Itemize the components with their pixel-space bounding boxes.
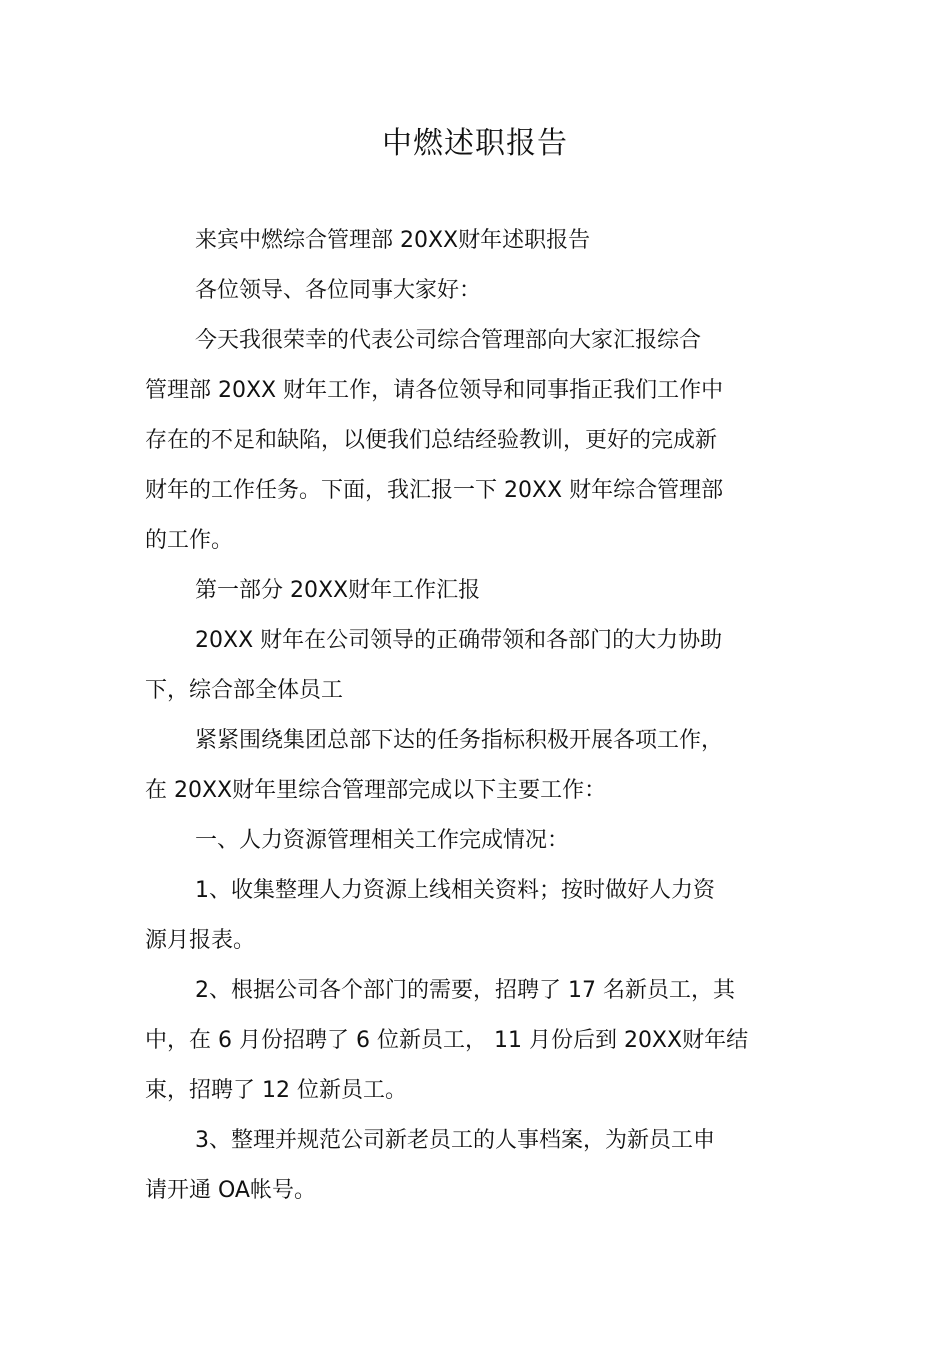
document-title: 中燃述职报告 (382, 126, 568, 161)
paragraph-line: 各位领导、各位同事大家好： (195, 278, 482, 303)
list-item-line: 请开通 OA帐号。 (145, 1178, 316, 1203)
subsection-heading: 一、人力资源管理相关工作完成情况： (195, 828, 570, 853)
paragraph-line: 在 20XX财年里综合管理部完成以下主要工作： (145, 778, 607, 803)
paragraph-line: 的工作。 (145, 528, 234, 553)
list-item-line: 1、收集整理人力资源上线相关资料；按时做好人力资 (195, 878, 715, 903)
paragraph-line: 存在的不足和缺陷，以便我们总结经验教训，更好的完成新 (145, 428, 718, 453)
list-item-line: 3、整理并规范公司新老员工的人事档案，为新员工申 (195, 1128, 715, 1153)
section-heading: 第一部分 20XX财年工作汇报 (195, 578, 481, 603)
list-item-line: 束，招聘了 12 位新员工。 (145, 1078, 407, 1103)
paragraph-line: 管理部 20XX 财年工作，请各位领导和同事指正我们工作中 (145, 378, 724, 403)
paragraph-line: 来宾中燃综合管理部 20XX财年述职报告 (195, 228, 591, 253)
list-item-line: 中，在 6 月份招聘了 6 位新员工， 11 月份后到 20XX财年结 (145, 1028, 749, 1053)
paragraph-line: 今天我很荣幸的代表公司综合管理部向大家汇报综合 (195, 328, 702, 353)
list-item-line: 2、根据公司各个部门的需要，招聘了 17 名新员工，其 (195, 978, 735, 1003)
list-item-line: 源月报表。 (145, 928, 256, 953)
paragraph-line: 紧紧围绕集团总部下达的任务指标积极开展各项工作， (195, 728, 724, 753)
paragraph-line: 财年的工作任务。下面，我汇报一下 20XX 财年综合管理部 (145, 478, 724, 503)
paragraph-line: 20XX 财年在公司领导的正确带领和各部门的大力协助 (195, 628, 723, 653)
paragraph-line: 下，综合部全体员工 (145, 678, 344, 703)
